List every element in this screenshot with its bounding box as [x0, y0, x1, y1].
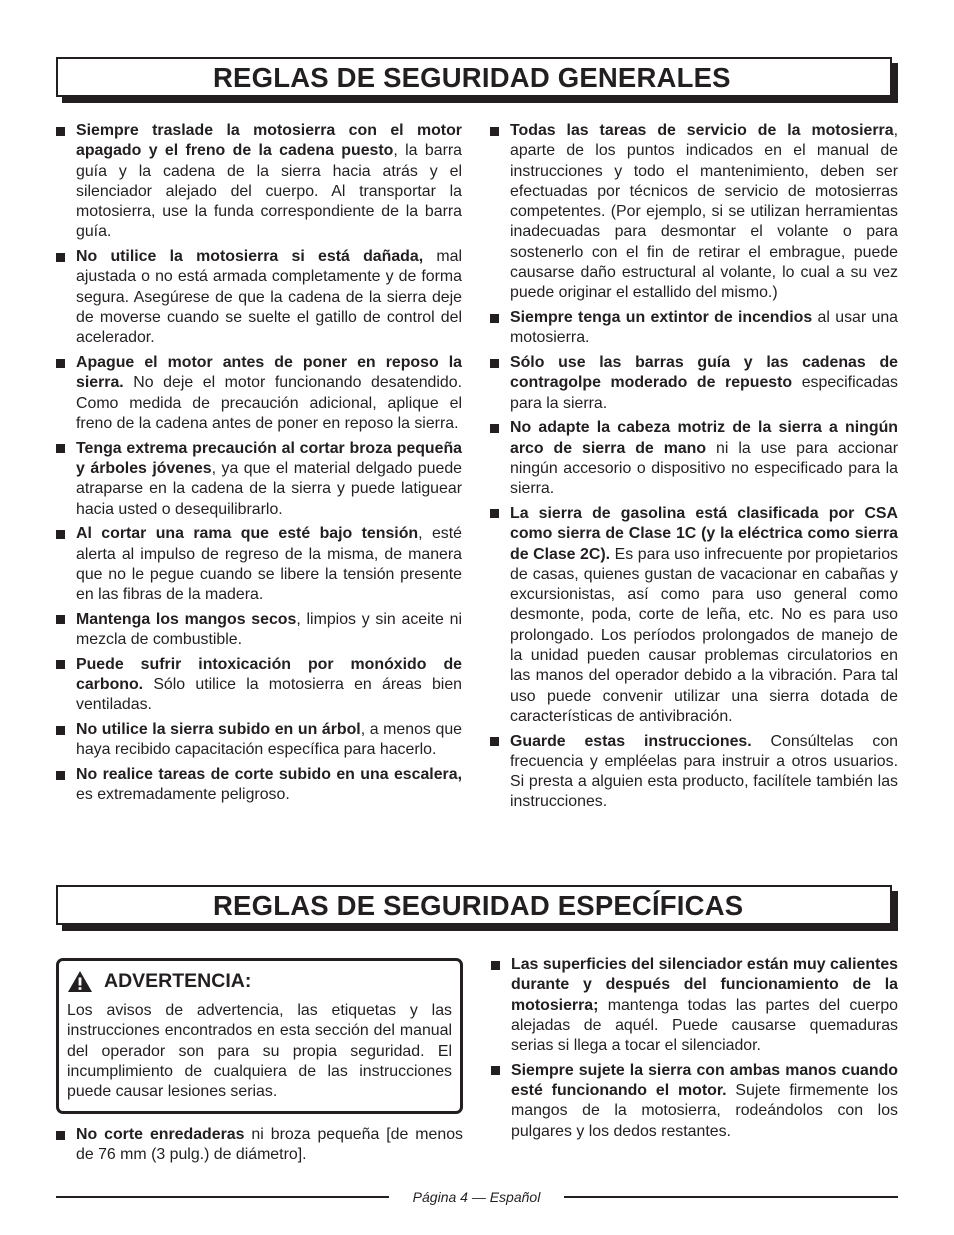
safety-rule-item — [56, 610, 462, 651]
rule-emphasis: No corte enredaderas — [76, 1126, 245, 1143]
square-bullet-icon — [56, 615, 65, 624]
square-bullet-icon — [56, 1131, 65, 1140]
footer-rule-right — [564, 1196, 898, 1198]
rule-text: , a menos que haya recibido capacitación específica para hacerlo. — [76, 721, 462, 759]
warning-title: ADVERTENCIA: — [104, 970, 252, 992]
safety-rule-item — [490, 418, 898, 499]
rule-text: Sujete firmemente los mangos de la motosierra, rodeándolos con los pulgares y los dedos restantes. — [511, 1082, 898, 1140]
safety-rule-item — [491, 955, 898, 1056]
square-bullet-icon — [490, 509, 499, 518]
specific-rules-right-column — [491, 955, 898, 1146]
rule-text: , esté alerta al impulso de regreso de la misma, de manera que no le pegue cuando se libere la tensión presente en las fibras de la madera. — [76, 525, 462, 604]
rule-text: ni broza pequeña [de menos de 76 mm (3 pulg.) de diámetro]. — [76, 1126, 463, 1164]
general-rules-right-column — [490, 121, 898, 817]
safety-rule-item — [56, 655, 462, 716]
safety-rule-item — [56, 353, 462, 434]
square-bullet-icon — [491, 961, 500, 970]
square-bullet-icon — [490, 127, 499, 136]
rule-text: especificadas para la sierra. — [510, 374, 898, 412]
page-footer — [56, 1187, 898, 1207]
safety-rule-item — [56, 720, 462, 761]
general-rules-heading: REGLAS DE SEGURIDAD GENERALES — [213, 62, 731, 93]
rule-text: Consúltelas con frecuencia y empléelas para instruir a otros usuarios. Si presta a alguien esta producto, facilítele también las instrucciones. — [510, 732, 899, 811]
square-bullet-icon — [490, 314, 499, 323]
general-rules-banner — [56, 57, 892, 97]
square-bullet-icon — [490, 424, 499, 433]
safety-rule-item — [490, 504, 898, 727]
square-bullet-icon — [56, 127, 65, 136]
rule-emphasis: Mantenga los mangos secos — [76, 610, 297, 628]
safety-rule-item — [490, 308, 898, 349]
rule-emphasis: Guarde estas instrucciones. — [510, 732, 752, 750]
rule-emphasis: Tenga extrema precaución al cortar broza pequeña y árboles jóvenes — [76, 439, 462, 477]
warning-header — [67, 970, 452, 993]
specific-rules-banner — [56, 885, 892, 925]
square-bullet-icon — [56, 444, 65, 453]
warning-box — [56, 958, 463, 1114]
rule-emphasis: Todas las tareas de servicio de la motosierra — [510, 122, 894, 139]
rule-emphasis: La sierra de gasolina está clasificada por CSA como sierra de Clase 1C (y la eléctrica como sierra de Clase 2C). — [510, 504, 898, 563]
square-bullet-icon — [490, 359, 499, 368]
rule-text: Sólo utilice la motosierra en áreas bien ventiladas. — [76, 676, 462, 714]
safety-rule-item — [491, 1061, 898, 1142]
square-bullet-icon — [490, 737, 499, 746]
rule-emphasis: Puede sufrir intoxicación por monóxido de carbono. — [76, 655, 462, 694]
rule-emphasis: Las superficies del silenciador están muy calientes durante y después del funcionamiento de la motosierra; — [511, 956, 898, 1014]
rule-text: , ya que el material delgado puede atraparse en la cadena de la sierra y puede latiguear hacia usted o desequilibrarlo. — [76, 459, 462, 518]
square-bullet-icon — [56, 253, 65, 262]
square-bullet-icon — [56, 530, 65, 539]
rule-emphasis: Apague el motor antes de poner en reposo la sierra. — [76, 354, 462, 392]
safety-rule-item — [56, 247, 462, 348]
safety-rule-item — [56, 1125, 463, 1166]
rule-text: , limpios y sin aceite ni mezcla de combustible. — [76, 610, 462, 649]
warning-body: Los avisos de advertencia, las etiquetas y las instrucciones encontrados en esta sección del manual del operador son para su propia seguridad. El incumplimiento de cualquiera de las instrucciones puede causar lesiones serias. — [67, 1002, 452, 1101]
rule-text: , la barra guía y la cadena de la sierra hacia atrás y el silenciador alejado del cuerpo. Al transportar la motosierra, use la funda correspondiente de la barra guía. — [76, 142, 462, 241]
page-number: Página 4 — Español — [412, 1189, 541, 1205]
rule-text: es extremadamente peligroso. — [76, 786, 290, 804]
warning-triangle-icon — [67, 970, 93, 993]
square-bullet-icon — [491, 1066, 500, 1075]
general-rules-left-column — [56, 121, 462, 810]
square-bullet-icon — [56, 660, 65, 669]
safety-rule-item — [56, 524, 462, 605]
rule-emphasis: Siempre tenga un extintor de incendios — [510, 309, 813, 327]
safety-rule-item — [56, 765, 462, 806]
rule-emphasis: No adapte la cabeza motriz de la sierra a ningún arco de sierra de mano — [510, 419, 898, 457]
rule-emphasis: No utilice la motosierra si está dañada, — [76, 248, 424, 266]
rule-text: , aparte de los puntos indicados en el manual de instrucciones y todo el mantenimiento, deben ser efectuadas por técnicos de servicio de motosierras competentes. (Por ejemplo, si se utilizan herramientas inadecuadas para desmontar el volante o para sostenerlo con el fin de retirar el embrague, puede causarse daño estructural al volante, lo cual a su vez puede originar el estallido del mismo.) — [510, 122, 898, 302]
rule-text: Es para uso infrecuente por propietarios de casas, quienes gustan de vacacionar en cabañas y excursionistas, así como para uso general como desmonte, poda, corte de leña, etc. No es para uso prolongado. Los períodos prolongados de manejo de la unidad pueden causar problemas circulatorios en las manos del operador debido a la vibración. Para tal uso puede convenir utilizar una sierra dotada de características de antivibración. — [510, 545, 898, 725]
rule-emphasis: Al cortar una rama que esté bajo tensión — [76, 525, 419, 543]
rule-text: al usar una motosierra. — [510, 309, 898, 347]
rule-text: ni la use para accionar ningún accesorio o dispositivo no especificado para la sierra. — [510, 439, 898, 498]
specific-rules-left-column — [56, 1125, 463, 1170]
rule-emphasis: No utilice la sierra subido en un árbol — [76, 721, 361, 739]
safety-rule-item — [490, 353, 898, 414]
footer-rule-left — [56, 1196, 389, 1198]
rule-emphasis: No realice tareas de corte subido en una escalera, — [76, 766, 462, 784]
specific-rules-heading: REGLAS DE SEGURIDAD ESPECÍFICAS — [213, 890, 744, 921]
square-bullet-icon — [56, 359, 65, 368]
rule-text: mantenga todas las partes del cuerpo alejadas de aquél. Puede causarse quemaduras serias si llega a tocar el silenciador. — [511, 996, 898, 1055]
rule-text: mal ajustada o no está armada completamente y de forma segura. Asegúrese de que la cadena de la sierra deje de moverse cuando se suelte el gatillo de control del acelerador. — [76, 248, 463, 347]
rule-text: No deje el motor funcionando desatendido. Como medida de precaución adicional, aplique el freno de la cadena antes de poner en reposo la sierra. — [76, 374, 462, 432]
safety-rule-item — [56, 121, 462, 243]
rule-emphasis: Sólo use las barras guía y las cadenas de contragolpe moderado de repuesto — [510, 354, 898, 392]
rule-emphasis: Siempre traslade la motosierra con el motor apagado y el freno de la cadena puesto — [76, 122, 462, 160]
safety-rule-item — [490, 732, 898, 813]
safety-rule-item — [56, 439, 462, 520]
safety-rule-item — [490, 121, 898, 304]
square-bullet-icon — [56, 771, 65, 780]
square-bullet-icon — [56, 726, 65, 735]
rule-emphasis: Siempre sujete la sierra con ambas manos cuando esté funcionando el motor. — [511, 1061, 898, 1100]
